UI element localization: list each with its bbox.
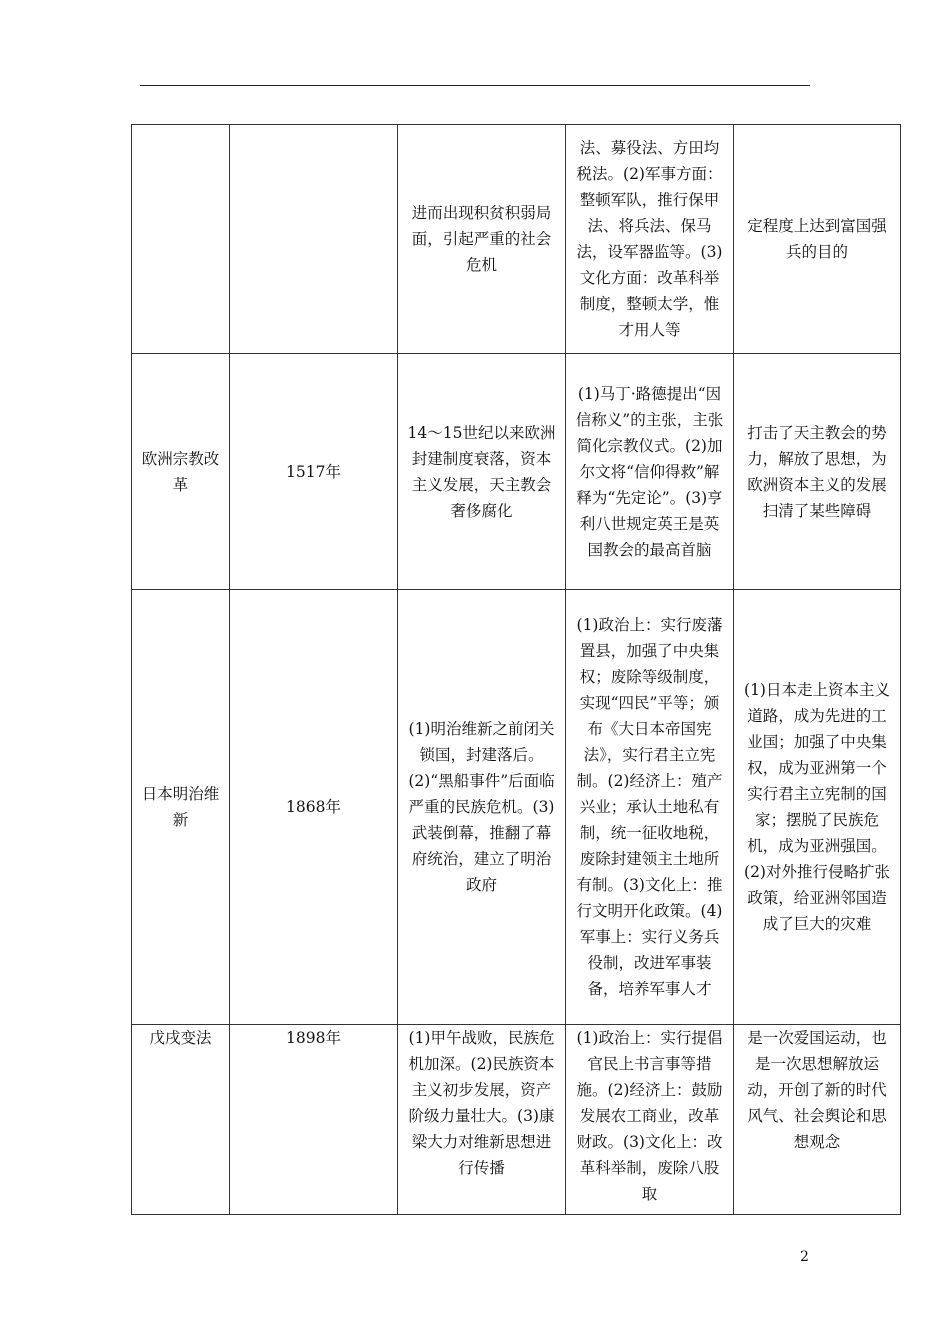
reform-year-cell: 1898年 <box>230 1025 398 1215</box>
reform-effect-cell: 定程度上达到富国强兵的目的 <box>734 125 901 354</box>
reform-name-cell <box>132 125 230 354</box>
reform-background-cell: 14～15世纪以来欧洲封建制度衰落，资本主义发展，天主教会奢侈腐化 <box>398 354 566 590</box>
reform-background-cell: 进而出现积贫积弱局面，引起严重的社会危机 <box>398 125 566 354</box>
table-row <box>132 125 901 354</box>
reform-table <box>131 124 901 1215</box>
table-row <box>132 590 901 1025</box>
table-row <box>132 354 901 590</box>
reform-content-cell: (1)政治上：实行废藩置县，加强了中央集权；废除等级制度，实现“四民”平等；颁布《大日本帝国宪法》，实行君主立宪制。(2)经济上：殖产兴业；承认土地私有制，统一征收地税，废除封建领主土地所有制。(3)文化上：推行文明开化政策。(4)军事上：实行义务兵役制，改进军事装备，培养军事人才 <box>566 590 734 1025</box>
reform-year-cell: 1517年 <box>230 354 398 590</box>
reform-name-cell: 欧洲宗教改革 <box>132 354 230 590</box>
reform-background-cell: (1)甲午战败，民族危机加深。(2)民族资本主义初步发展，资产阶级力量壮大。(3)康梁大力对维新思想进行传播 <box>398 1025 566 1215</box>
reform-effect-cell: 打击了天主教会的势力，解放了思想，为欧洲资本主义的发展扫清了某些障碍 <box>734 354 901 590</box>
reform-background-cell: (1)明治维新之前闭关锁国，封建落后。(2)“黑船事件”后面临严重的民族危机。(3)武装倒幕，推翻了幕府统治，建立了明治政府 <box>398 590 566 1025</box>
reform-year-cell: 1868年 <box>230 590 398 1025</box>
reform-name-cell: 戊戌变法 <box>132 1025 230 1215</box>
reform-content-cell: (1)马丁·路德提出“因信称义”的主张，主张简化宗教仪式。(2)加尔文将“信仰得救”解释为“先定论”。(3)亨利八世规定英王是英国教会的最高首脑 <box>566 354 734 590</box>
header-rule <box>140 85 810 86</box>
page-number: 2 <box>800 1249 809 1265</box>
reform-year-cell <box>230 125 398 354</box>
table-row <box>132 1025 901 1215</box>
reform-effect-cell: (1)日本走上资本主义道路，成为先进的工业国；加强了中央集权，成为亚洲第一个实行君主立宪制的国家；摆脱了民族危机，成为亚洲强国。(2)对外推行侵略扩张政策，给亚洲邻国造成了巨大的灾难 <box>734 590 901 1025</box>
reform-content-cell: 法、募役法、方田均税法。(2)军事方面：整顿军队，推行保甲法、将兵法、保马法，设军器监等。(3)文化方面：改革科举制度，整顿太学，惟才用人等 <box>566 125 734 354</box>
reform-name-cell: 日本明治维新 <box>132 590 230 1025</box>
reform-effect-cell: 是一次爱国运动，也是一次思想解放运动，开创了新的时代风气、社会舆论和思想观念 <box>734 1025 901 1215</box>
reform-content-cell: (1)政治上：实行提倡官民上书言事等措施。(2)经济上：鼓励发展农工商业，改革财政。(3)文化上：改革科举制，废除八股取 <box>566 1025 734 1215</box>
